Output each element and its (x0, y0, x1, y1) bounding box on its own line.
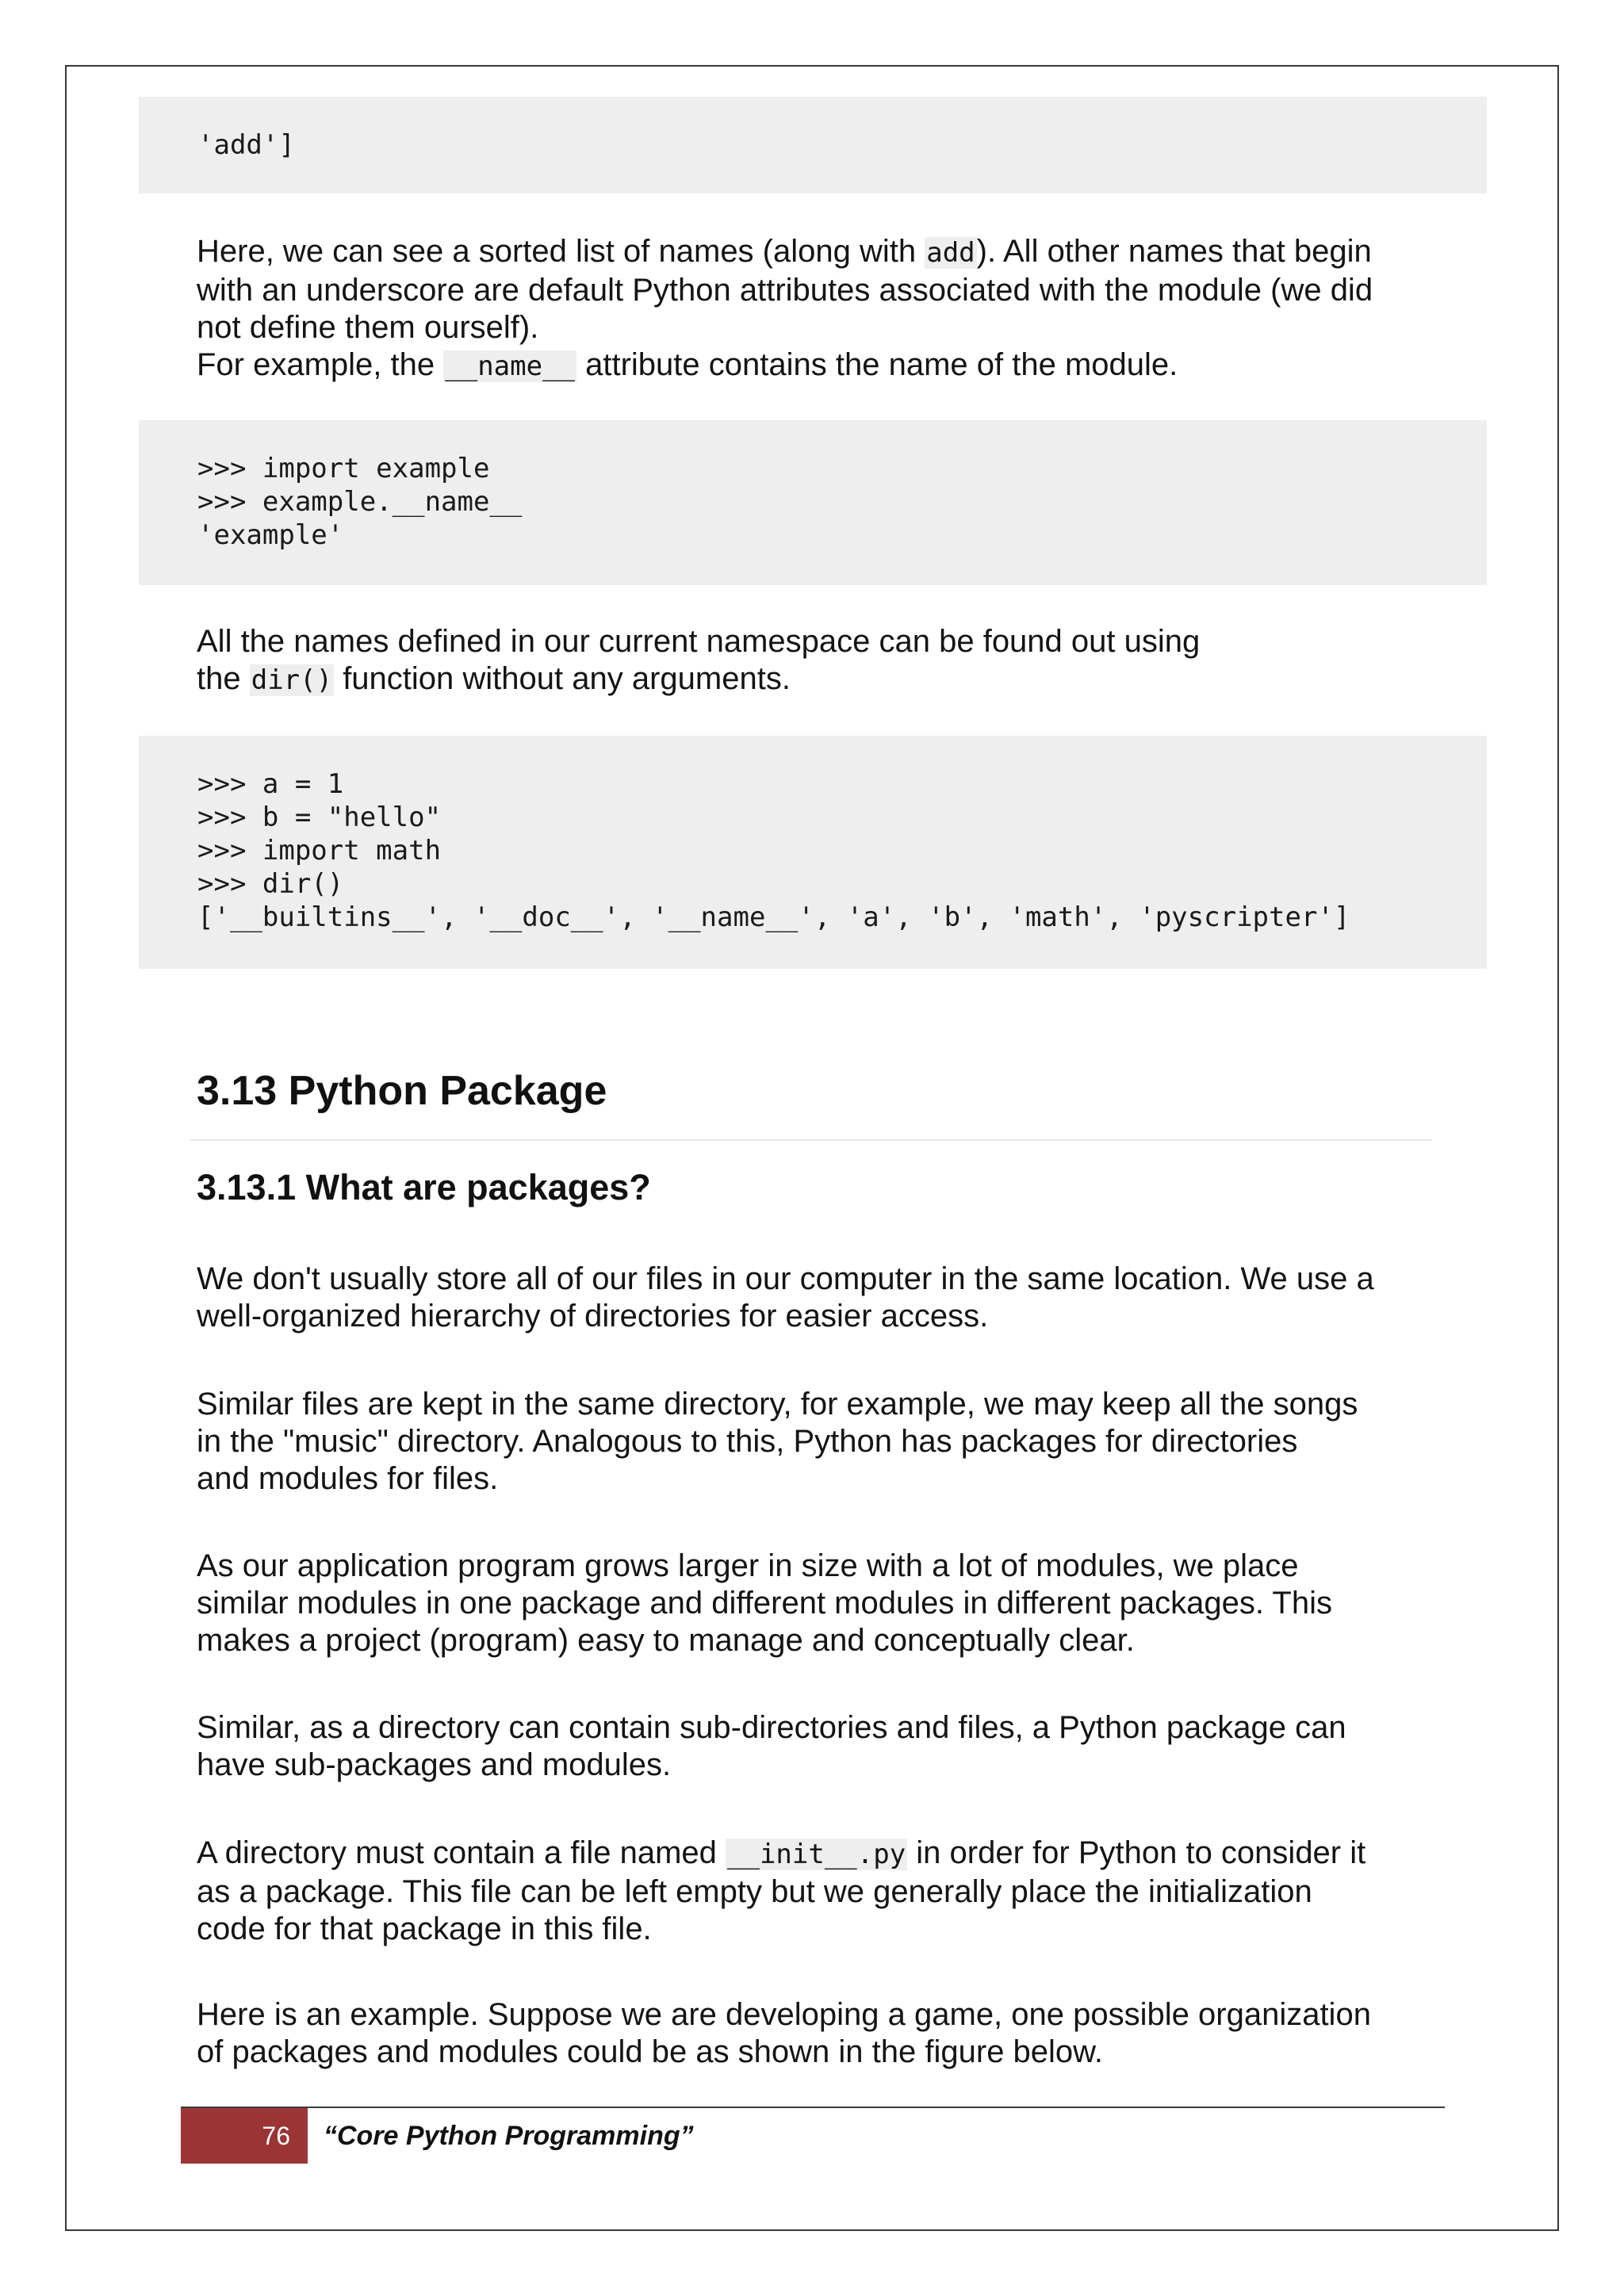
code-line: >>> dir() (197, 868, 344, 900)
text: similar modules in one package and different modules in different packages. This (197, 1586, 1332, 1621)
text: the (197, 661, 250, 696)
paragraph-similar-files (197, 1386, 1465, 1498)
text: ). All other names that begin (976, 234, 1372, 269)
text: Here is an example. Suppose we are developing a game, one possible organization (197, 1997, 1371, 2032)
text: code for that package in this file. (197, 1911, 652, 1946)
text: A directory must contain a file named (197, 1835, 726, 1870)
page-number: 76 (181, 2108, 308, 2164)
paragraph-application-grows (197, 1548, 1465, 1659)
paragraph-namespace (197, 623, 1465, 699)
text: function without any arguments. (334, 661, 791, 696)
code-line: >>> b = "hello" (197, 802, 442, 833)
text: attribute contains the name of the module. (576, 347, 1178, 382)
text: makes a project (program) easy to manage and conceptually clear. (197, 1623, 1135, 1658)
paragraph-init-file (197, 1835, 1465, 1948)
inline-code-name: __name__ (445, 350, 576, 382)
code-block-import-example (139, 420, 1487, 585)
text: Similar, as a directory can contain sub-directories and files, a Python package can (197, 1710, 1346, 1745)
code-line: >>> example.__name__ (197, 486, 523, 518)
book-title: “Core Python Programming” (324, 2121, 694, 2151)
inline-code-add: add (926, 237, 975, 269)
code-line: >>> import example (197, 453, 490, 484)
text: of packages and modules could be as shown in the figure below. (197, 2034, 1103, 2069)
text: We don't usually store all of our files in our computer in the same location. We use a (197, 1261, 1374, 1296)
inline-code-dir: dir() (251, 664, 333, 696)
paragraph-sub-packages (197, 1709, 1465, 1784)
text: in the "music" directory. Analogous to this, Python has packages for directories (197, 1424, 1298, 1459)
code-block-dir-example (139, 736, 1487, 969)
heading-divider (190, 1139, 1432, 1141)
text: as a package. This file can be left empty but we generally place the initialization (197, 1874, 1312, 1909)
text: with an underscore are default Python attributes associated with the module (we did (197, 273, 1373, 308)
text: As our application program grows larger in size with a lot of modules, we place (197, 1548, 1299, 1583)
text: not define them ourself). (197, 310, 539, 345)
text: in order for Python to consider it (907, 1835, 1366, 1870)
text: have sub-packages and modules. (197, 1747, 672, 1782)
paragraph-sorted-names (197, 233, 1465, 385)
paragraph-game-example (197, 1996, 1465, 2071)
code-line: >>> a = 1 (197, 768, 344, 800)
paragraph-file-hierarchy (197, 1261, 1465, 1335)
subsection-heading: 3.13.1 What are packages? (197, 1167, 651, 1207)
text: and modules for files. (197, 1461, 499, 1496)
inline-code-init: __init__.py (727, 1839, 906, 1870)
section-heading: 3.13 Python Package (197, 1068, 607, 1114)
code-block-dir-output (139, 97, 1487, 193)
text: All the names defined in our current namespace can be found out using (197, 624, 1201, 659)
text: Here, we can see a sorted list of names (along with (197, 234, 925, 269)
code-line: 'add'] (197, 129, 295, 161)
text: well-organized hierarchy of directories for easier access. (197, 1299, 989, 1334)
code-line: 'example' (197, 519, 344, 551)
text: Similar files are kept in the same directory, for example, we may keep all the songs (197, 1387, 1358, 1422)
code-line: >>> import math (197, 835, 442, 867)
text: For example, the (197, 347, 444, 382)
code-line: ['__builtins__', '__doc__', '__name__', 'a', 'b', 'math', 'pyscripter'] (197, 901, 1350, 933)
